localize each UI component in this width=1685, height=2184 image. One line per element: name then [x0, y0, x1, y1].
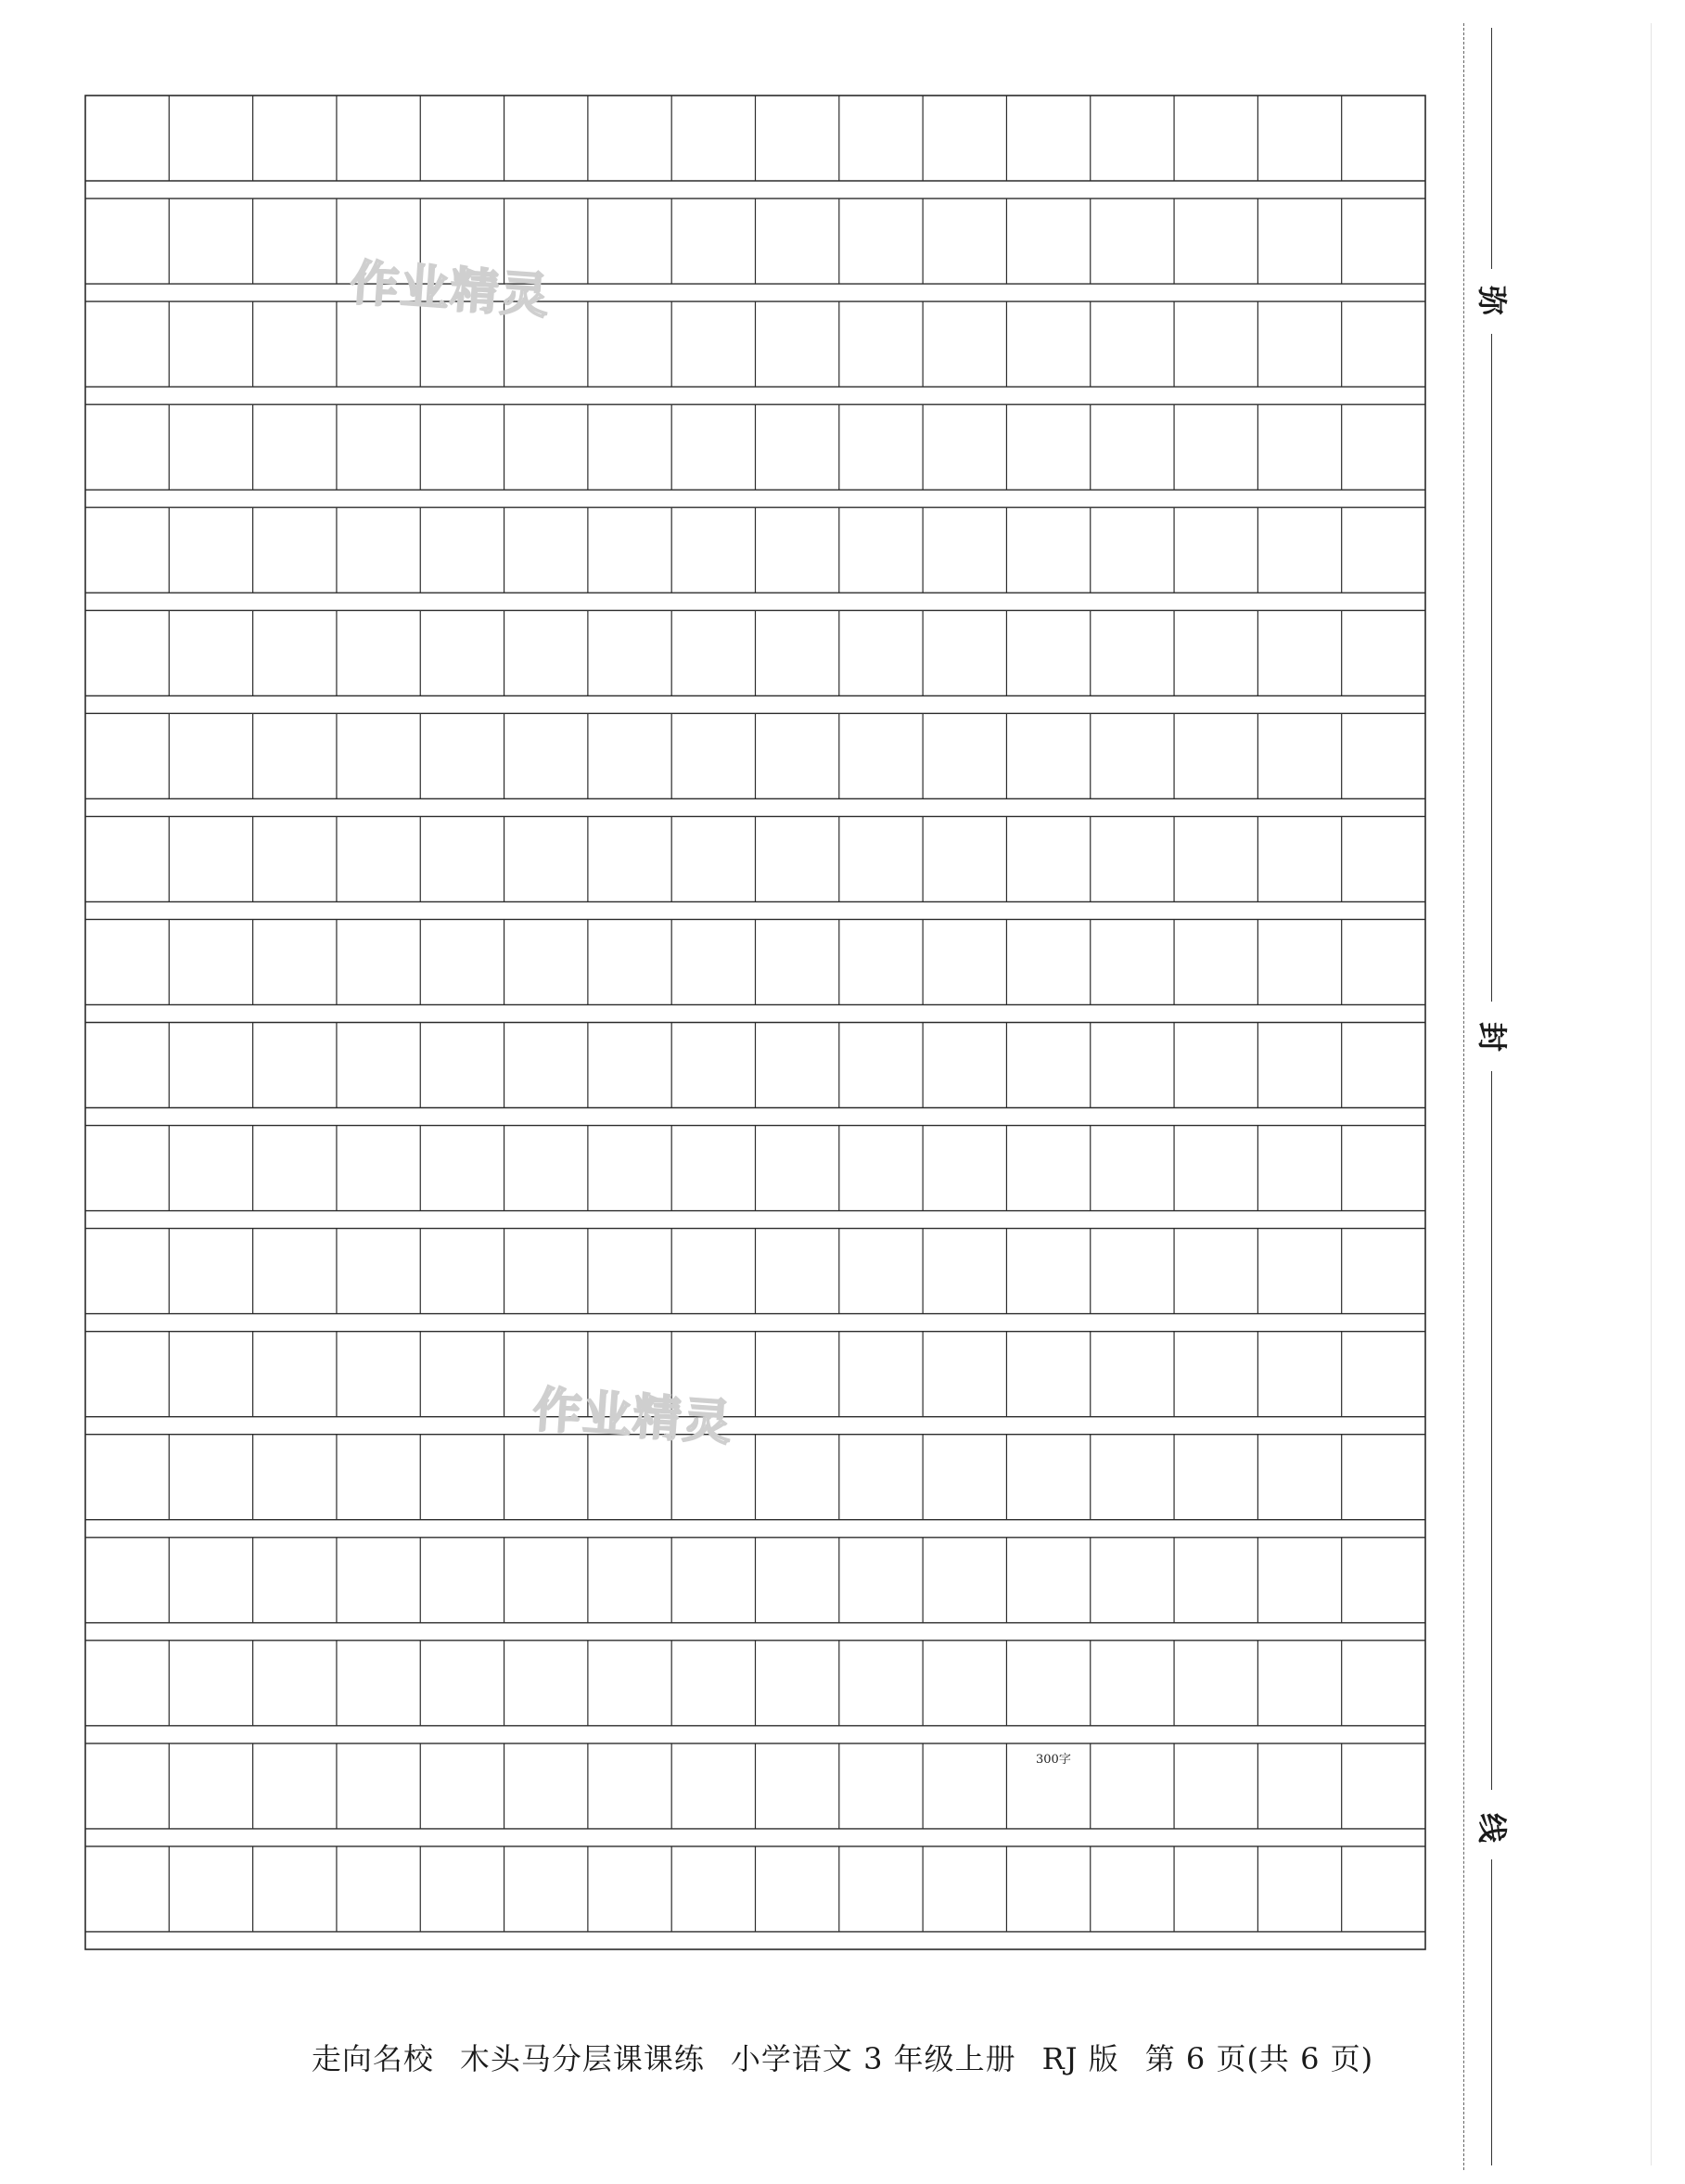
page-edge	[1651, 23, 1652, 2165]
binding-label-feng: 封	[1474, 1021, 1510, 1052]
cut-line-dashed	[1463, 23, 1464, 2170]
binding-line	[1491, 1859, 1492, 2165]
binding-line	[1491, 28, 1492, 269]
footer-series: 走向名校	[311, 2041, 434, 2076]
watermark: 作业精灵	[530, 1382, 735, 1452]
word-count-marker: 300字	[1036, 1753, 1071, 1767]
binding-label-mi: 弥	[1474, 285, 1510, 315]
binding-label-xian: 线	[1474, 1812, 1510, 1843]
watermark: 作业精灵	[348, 255, 553, 326]
footer-subject: 小学语文 3 年级上册	[730, 2041, 1016, 2076]
footer-page: 第 6 页(共 6 页)	[1144, 2041, 1374, 2076]
binding-line	[1491, 334, 1492, 1002]
binding-line	[1491, 1071, 1492, 1790]
footer-edition: RJ 版	[1041, 2041, 1119, 2076]
footer-book: 木头马分层课课练	[459, 2041, 705, 2076]
page-footer	[0, 2036, 1685, 2078]
